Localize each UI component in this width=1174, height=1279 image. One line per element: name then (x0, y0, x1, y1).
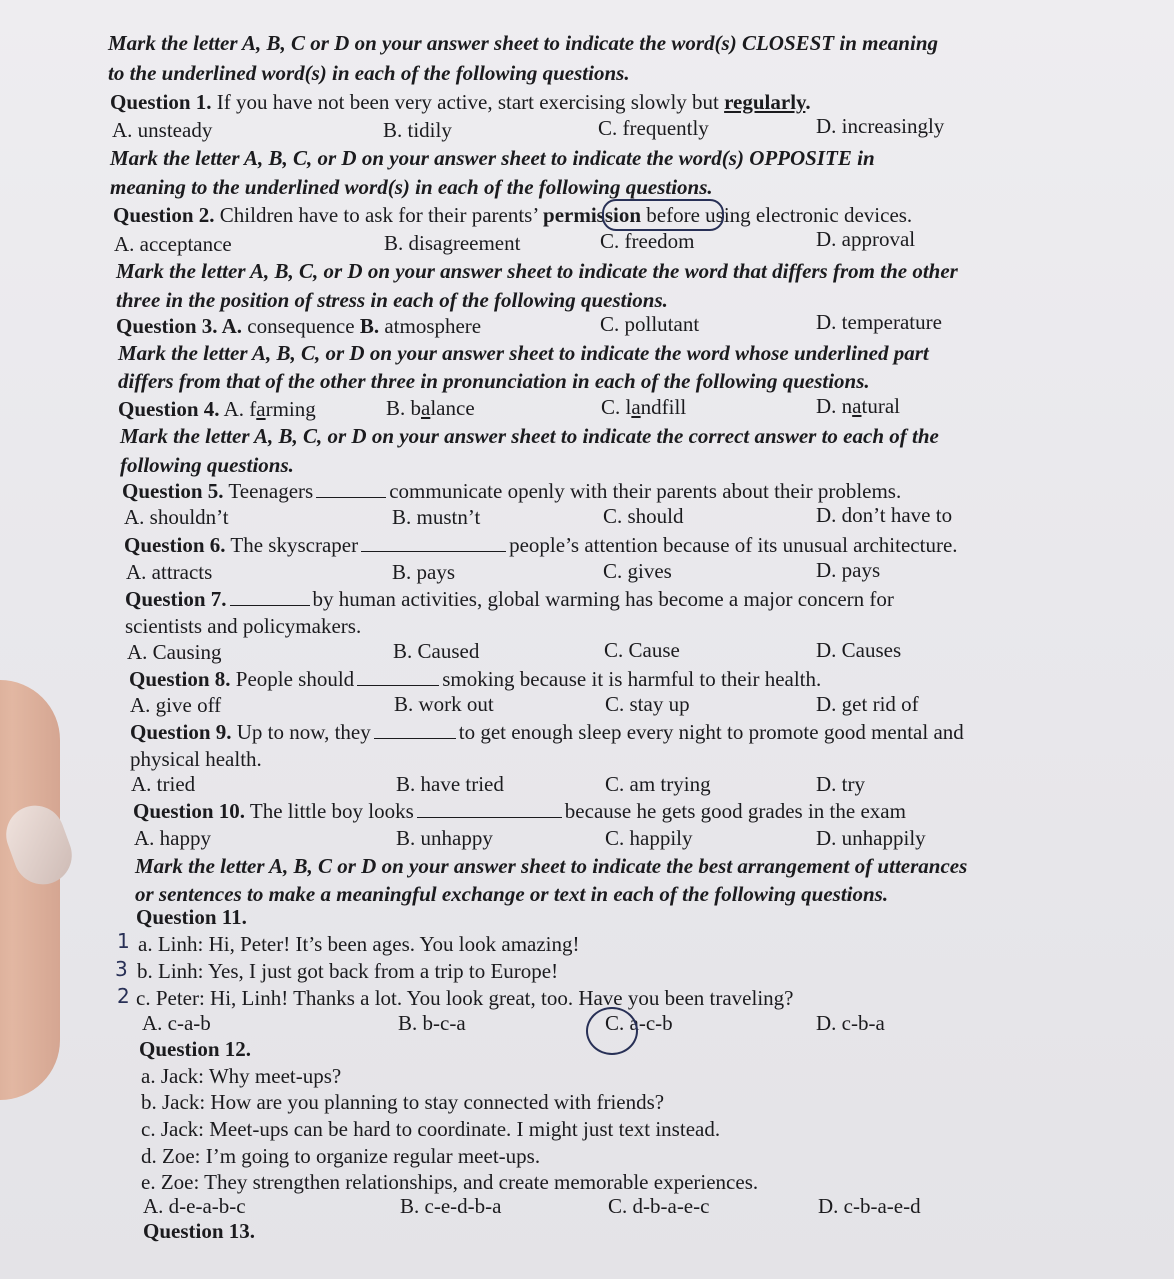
question-1 (110, 89, 811, 115)
q10-option-c: C. happily (605, 826, 693, 850)
q3-b-label: B. (359, 314, 380, 338)
q4-b-pre: B. b (386, 396, 422, 420)
instruction-pron-1: Mark the letter A, B, C, or D on your answer sheet to indicate the word whose underlined part (118, 341, 929, 365)
q12-line-d: d. Zoe: I’m going to organize regular meet-ups. (141, 1144, 541, 1168)
question-4 (118, 396, 316, 422)
q11-option-c: C. a-c-b (605, 1011, 673, 1035)
q4-c-post: ndfill (640, 395, 687, 419)
q9-pre: Up to now, they (236, 720, 371, 744)
q5-option-a: A. shouldn’t (124, 505, 229, 529)
instruction-closest-2: to the underlined word(s) in each of the following questions. (108, 61, 630, 85)
q1-underlined: regularly (724, 90, 806, 114)
q9-option-b: B. have tried (396, 772, 504, 796)
q8-option-b: B. work out (394, 692, 494, 716)
question-8 (129, 666, 821, 692)
hand-number-1: 1 (117, 929, 130, 953)
instruction-opposite-1: Mark the letter A, B, C, or D on your answer sheet to indicate the word(s) OPPOSITE in (110, 146, 875, 170)
question-9 (130, 719, 964, 745)
q12-option-b: B. c-e-d-b-a (400, 1194, 502, 1218)
q13-label: Question 13. (143, 1219, 256, 1243)
q10-option-a: A. happy (134, 826, 211, 850)
instruction-pron-2: differs from that of the other three in pronunciation in each of the following questions. (118, 369, 870, 393)
q6-label: Question 6. (124, 533, 226, 557)
q6-post: people’s attention because of its unusual architecture. (509, 533, 958, 557)
instruction-correct-1: Mark the letter A, B, C, or D on your answer sheet to indicate the correct answer to each of the (120, 424, 939, 448)
hand-number-3: 3 (115, 957, 128, 981)
q10-label: Question 10. (133, 799, 246, 823)
q5-option-d: D. don’t have to (816, 503, 953, 527)
q3-option-b: atmosphere (384, 314, 482, 338)
q12-option-c: C. d-b-a-e-c (608, 1194, 710, 1218)
q12-option-d: D. c-b-a-e-d (818, 1194, 921, 1218)
q2-option-c: C. freedom (600, 229, 695, 253)
q9-blank (374, 737, 456, 739)
q11-line-c: c. Peter: Hi, Linh! Thanks a lot. You look great, too. Have you been traveling? (136, 986, 794, 1010)
q9-label: Question 9. (130, 720, 232, 744)
q4-a-pre: A. f (223, 397, 257, 421)
q11-line-b: b. Linh: Yes, I just got back from a trip to Europe! (137, 959, 559, 983)
q5-blank (316, 496, 386, 498)
q1-end: . (805, 90, 811, 114)
q7-post: by human activities, global warming has become a major concern for (312, 587, 894, 611)
q3-option-a: consequence (247, 314, 355, 338)
q9-option-a: A. tried (131, 772, 196, 796)
q6-option-b: B. pays (392, 560, 455, 584)
hand-circle-answer (586, 1007, 638, 1055)
q9-post: to get enough sleep every night to promote good mental and (458, 720, 964, 744)
q7-option-d: D. Causes (816, 638, 902, 662)
q2-text: Children have to ask for their parents’ (219, 203, 538, 227)
q3-option-c: C. pollutant (600, 312, 700, 336)
instruction-closest-1: Mark the letter A, B, C or D on your answer sheet to indicate the word(s) CLOSEST in meaning (108, 31, 938, 55)
q4-b-underlined: a (421, 396, 431, 420)
q7-label: Question 7. (125, 587, 227, 611)
q11-option-a: A. c-a-b (142, 1011, 211, 1035)
q5-label: Question 5. (122, 479, 224, 503)
q10-option-b: B. unhappy (396, 826, 493, 850)
hand-number-2: 2 (117, 984, 130, 1008)
question-5 (122, 478, 901, 504)
q2-end: before using electronic devices. (646, 203, 913, 227)
question-6 (124, 532, 958, 558)
q3-label: Question 3. A. (116, 314, 243, 338)
q1-option-a: A. unsteady (112, 118, 213, 142)
q5-post: communicate openly with their parents about their problems. (389, 479, 902, 503)
q8-post: smoking because it is harmful to their health. (442, 667, 822, 691)
q8-option-d: D. get rid of (816, 692, 919, 716)
q1-text: If you have not been very active, start exercising slowly but (216, 90, 719, 114)
q7-line-2: scientists and policymakers. (125, 614, 362, 638)
q2-option-a: A. acceptance (114, 232, 232, 256)
q3-option-d: D. temperature (816, 310, 942, 334)
q4-c-pre: C. l (601, 395, 632, 419)
q7-option-a: A. Causing (127, 640, 222, 664)
q5-option-b: B. mustn’t (392, 505, 481, 529)
q6-option-d: D. pays (816, 558, 881, 582)
q6-pre: The skyscraper (230, 533, 359, 557)
q10-post: because he gets good grades in the exam (564, 799, 906, 823)
q2-option-d: D. approval (816, 227, 916, 251)
q4-a-underlined: a (256, 397, 266, 421)
q10-option-d: D. unhappily (816, 826, 926, 850)
q8-option-c: C. stay up (605, 692, 690, 716)
q4-d-pre: D. n (816, 394, 853, 418)
q8-blank (357, 684, 439, 686)
q4-d-post: tural (861, 394, 900, 418)
q12-line-c: c. Jack: Meet-ups can be hard to coordinate. I might just text instead. (141, 1117, 721, 1141)
instruction-stress-1: Mark the letter A, B, C, or D on your answer sheet to indicate the word that differs from the other (116, 259, 958, 283)
q4-d-underlined: a (852, 394, 862, 418)
q8-option-a: A. give off (130, 693, 222, 717)
instruction-stress-2: three in the position of stress in each of the following questions. (116, 288, 668, 312)
q7-option-c: C. Cause (604, 638, 680, 662)
q2-label: Question 2. (113, 203, 215, 227)
question-7 (125, 586, 894, 612)
q8-pre: People should (235, 667, 355, 691)
hand-circle-permission (602, 199, 724, 231)
q5-pre: Teenagers (228, 479, 314, 503)
q1-label: Question 1. (110, 90, 212, 114)
q11-label: Question 11. (136, 905, 247, 929)
q2-underlined: permission (543, 203, 642, 227)
finger (0, 680, 60, 1100)
q1-option-d: D. increasingly (816, 114, 945, 138)
question-2 (113, 202, 912, 228)
q12-option-a: A. d-e-a-b-c (143, 1194, 246, 1218)
q6-blank (361, 550, 506, 552)
q12-line-a: a. Jack: Why meet-ups? (141, 1064, 342, 1088)
q12-line-e: e. Zoe: They strengthen relationships, and create memorable experiences. (141, 1170, 759, 1194)
q4-label: Question 4. (118, 397, 220, 421)
q12-line-b: b. Jack: How are you planning to stay connected with friends? (141, 1090, 665, 1114)
q1-option-c: C. frequently (598, 116, 709, 140)
q11-option-b: B. b-c-a (398, 1011, 466, 1035)
q9-option-d: D. try (816, 772, 865, 796)
instruction-opposite-2: meaning to the underlined word(s) in each of the following questions. (110, 175, 713, 199)
q12-label: Question 12. (139, 1037, 252, 1061)
q4-option-d (816, 394, 900, 419)
instruction-correct-2: following questions. (120, 453, 294, 477)
q4-option-a (224, 397, 316, 421)
q4-option-c (601, 395, 686, 420)
question-10 (133, 798, 906, 824)
q9-line-2: physical health. (130, 747, 262, 771)
q4-option-b (386, 396, 475, 421)
q4-c-underlined: a (631, 395, 641, 419)
q10-blank (417, 816, 562, 818)
q4-b-post: lance (430, 396, 475, 420)
q6-option-a: A. attracts (126, 560, 213, 584)
q6-option-c: C. gives (603, 559, 672, 583)
instruction-arrange-2: or sentences to make a meaningful exchange or text in each of the following questions. (135, 882, 889, 906)
q7-option-b: B. Caused (393, 639, 480, 663)
q11-line-a: a. Linh: Hi, Peter! It’s been ages. You look amazing! (138, 932, 580, 956)
q7-blank (230, 604, 310, 606)
q2-option-b: B. disagreement (384, 231, 521, 255)
q10-pre: The little boy looks (249, 799, 414, 823)
q8-label: Question 8. (129, 667, 231, 691)
q4-a-post: rming (265, 397, 316, 421)
q1-option-b: B. tidily (383, 118, 452, 142)
q9-option-c: C. am trying (605, 772, 711, 796)
instruction-arrange-1: Mark the letter A, B, C or D on your answer sheet to indicate the best arrangement of utterances (135, 854, 968, 878)
question-3 (116, 313, 481, 339)
q11-option-d: D. c-b-a (816, 1011, 885, 1035)
q5-option-c: C. should (603, 504, 684, 528)
